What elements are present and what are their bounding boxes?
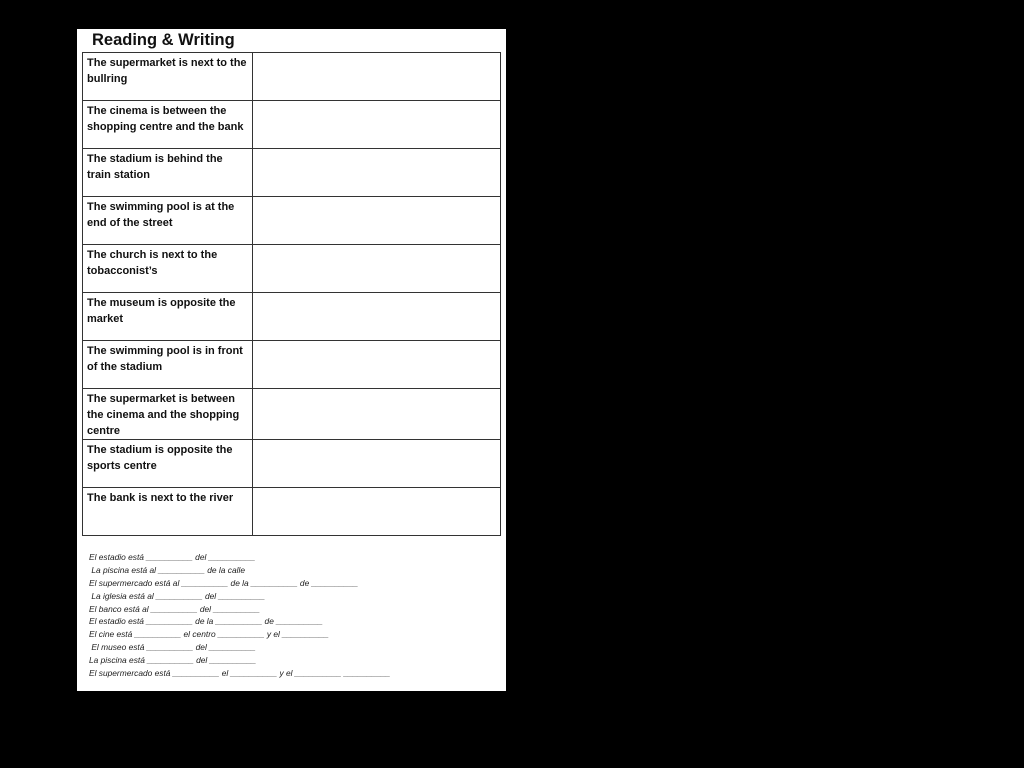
english-sentence: The swimming pool is at the end of the street: [83, 197, 253, 245]
table-row: [83, 245, 501, 293]
table-row: [83, 440, 501, 488]
table-row: [83, 53, 501, 101]
spanish-sentence: La piscina está al __________ de la calle: [89, 564, 245, 575]
table-row: [83, 149, 501, 197]
spanish-sentence: El supermercado está al __________ de la __________ de __________: [89, 577, 359, 588]
translation-table: [82, 52, 501, 536]
spanish-sentence: El supermercado está __________ el __________ y el __________ __________: [89, 668, 391, 679]
table-row: [83, 341, 501, 389]
spanish-sentence: El cine está __________ el centro __________ y el __________: [89, 629, 329, 640]
english-sentence: The stadium is behind the train station: [83, 149, 253, 197]
answer-cell[interactable]: [253, 245, 501, 293]
answer-cell[interactable]: [253, 341, 501, 389]
english-sentence: The bank is next to the river: [83, 488, 253, 536]
english-sentence: The museum is opposite the market: [83, 293, 253, 341]
answer-cell[interactable]: [253, 53, 501, 101]
answer-cell[interactable]: [253, 488, 501, 536]
spanish-sentence-list: [89, 551, 499, 680]
english-sentence: The supermarket is next to the bullring: [83, 53, 253, 101]
spanish-sentence: El estadio está __________ del __________: [89, 552, 256, 562]
english-sentence: The supermarket is between the cinema and the shopping centre: [83, 389, 253, 440]
answer-cell[interactable]: [253, 197, 501, 245]
worksheet-title: Reading & Writing: [92, 31, 235, 49]
answer-cell[interactable]: [253, 389, 501, 440]
table-row: [83, 488, 501, 536]
english-sentence: The church is next to the tobacconist’s: [83, 245, 253, 293]
table-row: [83, 293, 501, 341]
spanish-sentence: La piscina está __________ del __________: [89, 655, 257, 666]
english-sentence: The stadium is opposite the sports centre: [83, 440, 253, 488]
english-sentence: The swimming pool is in front of the stadium: [83, 341, 253, 389]
answer-cell[interactable]: [253, 149, 501, 197]
table-row: [83, 197, 501, 245]
spanish-sentence: El estadio está __________ de la __________ de __________: [89, 616, 323, 627]
table-row: [83, 389, 501, 440]
spanish-sentence: La iglesia está al __________ del __________: [89, 590, 266, 601]
spanish-sentence: El banco está al __________ del __________: [89, 603, 260, 614]
answer-cell[interactable]: [253, 440, 501, 488]
english-sentence: The cinema is between the shopping centre and the bank: [83, 101, 253, 149]
worksheet-page: [77, 29, 506, 691]
answer-cell[interactable]: [253, 101, 501, 149]
table-row: [83, 101, 501, 149]
spanish-sentence: El museo está __________ del __________: [89, 642, 256, 653]
answer-cell[interactable]: [253, 293, 501, 341]
